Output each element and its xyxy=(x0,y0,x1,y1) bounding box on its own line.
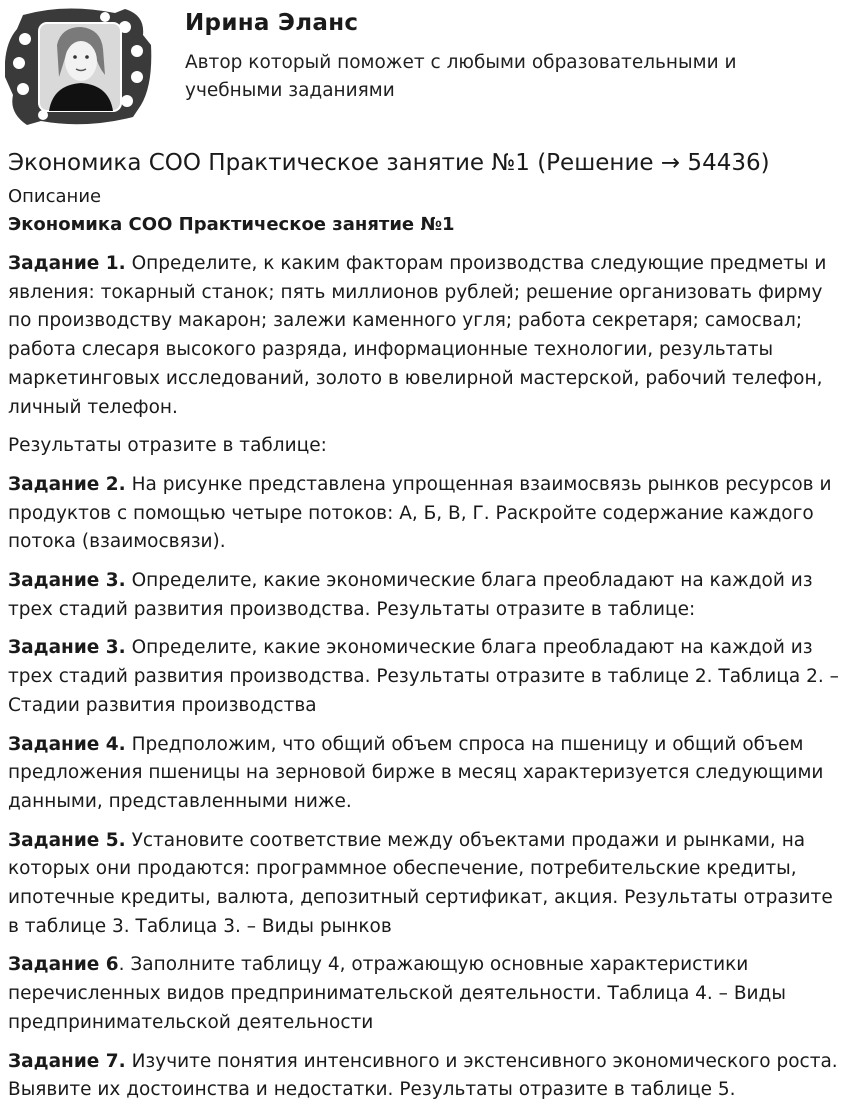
task-5 xyxy=(8,827,840,942)
article xyxy=(8,146,840,1115)
task-6 xyxy=(8,951,840,1037)
task-2 xyxy=(8,471,840,557)
task-label: Задание 6 xyxy=(8,954,119,976)
task-label: Задание 5. xyxy=(8,829,126,851)
task-text: Предположим, что общий объем спроса на пшеницу и общий объем предложения пшеницы на зерновой бирже в месяц характеризуется следующими данными, представленными ниже. xyxy=(8,733,824,812)
page-title: Экономика СОО Практическое занятие №1 (Решение → 54436) xyxy=(8,150,770,176)
task-4 xyxy=(8,731,840,817)
author-card xyxy=(0,0,847,130)
task-7 xyxy=(8,1048,840,1105)
task-text: На рисунке представлена упрощенная взаимосвязь рынков ресурсов и продуктов с помощью четыре потоков: А, Б, В, Г. Раскройте содержание каждого потока (взаимосвязи). xyxy=(8,473,832,553)
task-text: . Заполните таблицу 4, отражающую основные характеристики перечисленных видов предпринимательской деятельности. Таблица 4. – Виды предпринимательской деятельности xyxy=(8,954,786,1033)
task-label: Задание 4. xyxy=(8,733,126,755)
task-label: Задание 3. xyxy=(8,570,126,592)
results-note: Результаты отразите в таблице: xyxy=(8,435,327,457)
task-text: Изучите понятия интенсивного и экстенсивного экономического роста. Выявите их достоинства и недостатки. Результаты отразите в таблице 5. xyxy=(8,1050,838,1101)
author-name: Ирина Эланс xyxy=(185,10,359,36)
task-label: Задание 2. xyxy=(8,473,126,495)
task-3-repeat xyxy=(8,634,840,720)
task-1 xyxy=(8,250,840,422)
task-label: Задание 7. xyxy=(8,1050,126,1072)
task-text: Определите, к каким факторам производства следующие предметы и явления: токарный станок; пять миллионов рублей; решение организовать фирму по производству макарон; залежи каменного угля; работа секретаря; самосвал; работа слесаря высокого разряда, информационные технологии, результаты маркетинговых исследований, золото в ювелирной мастерской, рабочий телефон, личный телефон. xyxy=(8,253,827,418)
task-label: Задание 3. xyxy=(8,637,126,659)
task-text: Определите, какие экономические блага преобладают на каждой из трех стадий развития производства. Результаты отразите в таблице: xyxy=(8,570,813,620)
task-text: Определите, какие экономические блага преобладают на каждой из трех стадий развития производства. Результаты отразите в таблице 2. Таблица 2. – Стадии развития производства xyxy=(8,637,839,716)
task-3 xyxy=(8,567,840,624)
author-bio: Автор который поможет с любыми образовательными и учебными заданиями xyxy=(185,52,737,101)
task-label: Задание 1. xyxy=(8,253,126,274)
author-avatar xyxy=(5,5,153,127)
article-subtitle: Экономика СОО Практическое занятие №1 xyxy=(8,214,455,235)
description-label: Описание xyxy=(8,186,102,207)
task-text: Установите соответствие между объектами продажи и рынками, на которых они продаются: программное обеспечение, потребительские кредиты, ипотечные кредиты, валюта, депозитный сертификат, акция. Результаты отразите в таблице 3. Таблица 3. – Виды рынков xyxy=(8,829,833,937)
